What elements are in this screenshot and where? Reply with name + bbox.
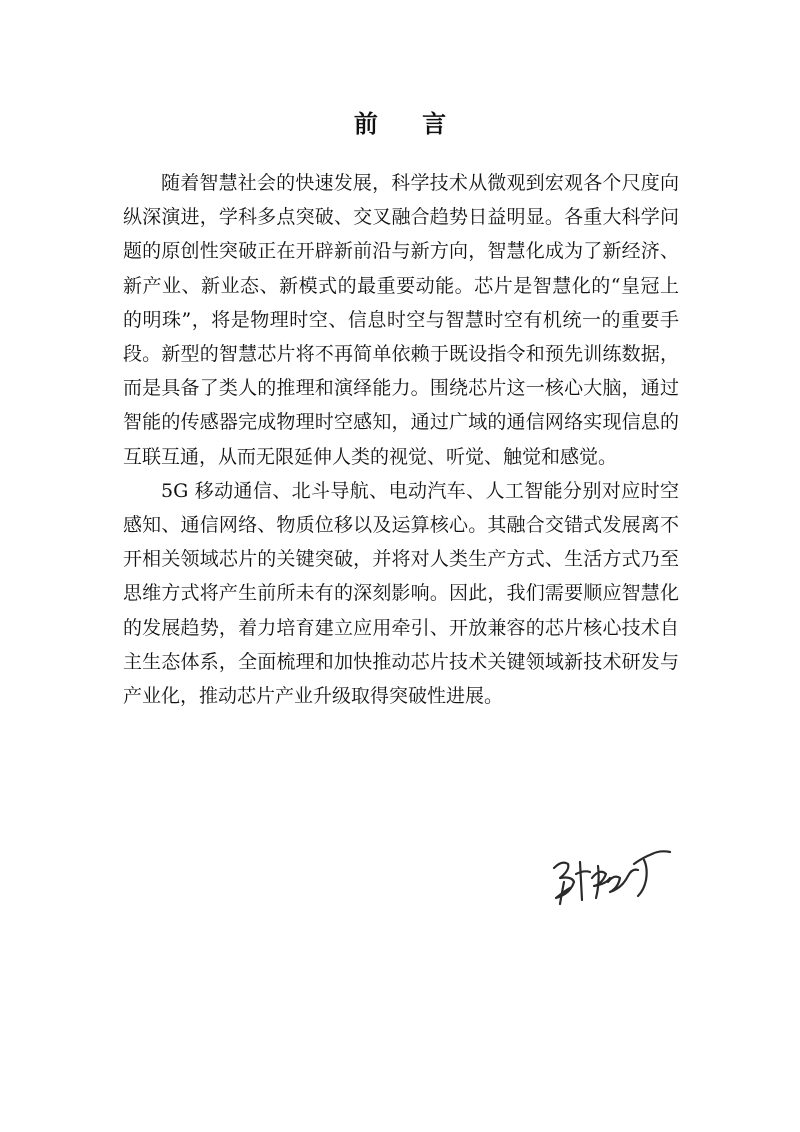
paragraph-2: 5G 移动通信、北斗导航、电动汽车、人工智能分别对应时空感知、通信网络、物质位移以及运算核心。其融合交错式发展离不开相关领域芯片的关键突破，并将对人类生产方式、生活方式乃至思维方式将产生前所未有的深刻影响。因此，我们需要顺应智慧化的发展趋势，着力培育建立应用牵引、开放兼容的芯片核心技术自主生态体系，全面梳理和加快推动芯片技术关键领域新技术研发与产业化，推动芯片产业升级取得突破性进展。 (123, 479, 679, 708)
paragraph-1: 随着智慧社会的快速发展，科学技术从微观到宏观各个尺度向纵深演进，学科多点突破、交叉融合趋势日益明显。各重大科学问题的原创性突破正在开辟新前沿与新方向，智慧化成为了新经济、新产业、新业态、新模式的最重要动能。芯片是智慧化的“皇冠上的明珠”，将是物理时空、信息时空与智慧时空有机统一的重要手段。新型的智慧芯片将不再简单依赖于既设指令和预先训练数据，而是具备了类人的推理和演绎能力。围绕芯片这一核心大脑，通过智能的传感器完成物理时空感知，通过广域的通信网络实现信息的互联互通，从而无限延伸人类的视觉、听觉、触觉和感觉。 (123, 172, 679, 468)
handwritten-signature (548, 838, 678, 914)
page-title: 前 言 (353, 110, 465, 138)
preface-body (123, 166, 679, 713)
